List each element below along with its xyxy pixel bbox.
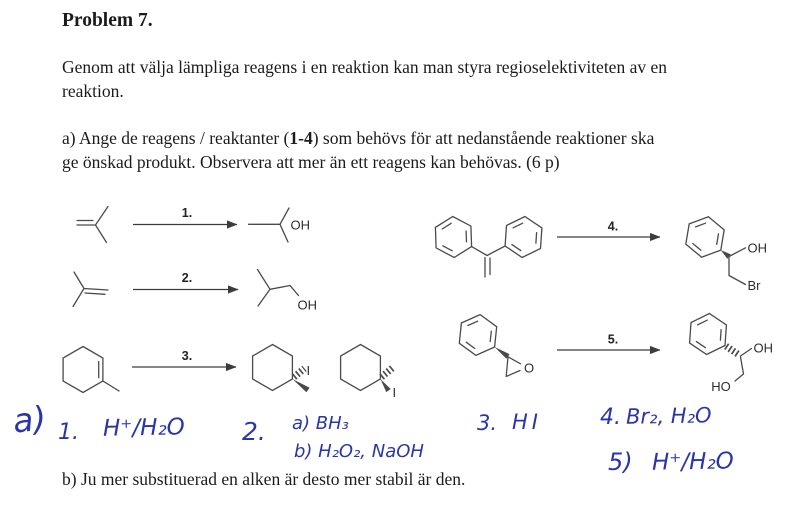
arrow-3-label: 3. bbox=[181, 349, 193, 363]
handwritten-answer-1: H⁺/H₂O bbox=[102, 414, 186, 442]
intro-line-2: reaktion. bbox=[62, 81, 124, 101]
handwritten-answer-2-number: 2. bbox=[242, 417, 266, 446]
arrow-2-label: 2. bbox=[181, 271, 193, 285]
handwritten-part-a-label: a) bbox=[11, 398, 49, 441]
reactant-methylcyclohexene-bonds bbox=[99, 362, 119, 392]
arrow-1 bbox=[133, 206, 237, 225]
reactant-styrene-oxide-ring bbox=[459, 315, 496, 356]
handwritten-answer-3-number: 3. bbox=[477, 411, 498, 435]
part-a-post: ) som behövs för att nedanstående reaktioner ska bbox=[312, 128, 655, 148]
hashed-bond bbox=[382, 367, 394, 377]
page-title: Problem 7. bbox=[62, 10, 153, 31]
part-b-text: b) Ju mer substituerad en alken är desto mer stabil är den. bbox=[62, 469, 466, 489]
hydroxyl-label: OH bbox=[747, 240, 767, 256]
product-isobutanol bbox=[258, 270, 318, 313]
wedge-bond bbox=[380, 379, 390, 392]
iodine-label: I bbox=[306, 363, 311, 378]
epoxide-oxygen-label: O bbox=[523, 360, 535, 376]
part-a-pre: a) Ange de reagens / reaktanter ( bbox=[62, 128, 290, 148]
part-a-line-2: ge önskad produkt. Observera att mer än ett reagens kan behövas. (6 p) bbox=[62, 152, 560, 172]
intro-line-1: Genom att välja lämpliga reagens i en reaktion kan man styra regioselektiviteten av en bbox=[62, 57, 667, 77]
product-iodomethylcyclohexane-b-bonds bbox=[380, 367, 396, 400]
handwritten-answer-5: H⁺/H₂O bbox=[651, 448, 735, 476]
handwritten-answer-4-number: 4. bbox=[600, 405, 621, 430]
product-bromophenylethanol-ring bbox=[686, 217, 724, 257]
handwritten-answer-5-number: 5) bbox=[608, 448, 633, 476]
handwritten-answer-4: Br₂, H₂O bbox=[625, 403, 712, 429]
product-iodomethylcyclohexane-b-ring bbox=[341, 345, 381, 391]
handwritten-answer-2b: b) H₂O₂, NaOH bbox=[294, 441, 424, 462]
arrow-5-label: 5. bbox=[607, 332, 619, 347]
handwritten-answer-1-number: 1. bbox=[58, 420, 79, 445]
reactant-isobutylene-1 bbox=[77, 207, 108, 243]
iodine-label: I bbox=[392, 385, 397, 400]
hydroxyl-label: OH bbox=[297, 297, 317, 313]
arrow-5 bbox=[557, 333, 660, 351]
product-iodomethylcyclohexane-a-ring bbox=[253, 345, 293, 391]
wedge-bond bbox=[292, 379, 309, 392]
reactant-styrene-oxide-bonds bbox=[495, 347, 534, 377]
arrow-3 bbox=[132, 349, 236, 367]
hashed-bond bbox=[294, 369, 305, 378]
reactant-methylcyclohexene-ring bbox=[63, 347, 103, 393]
reactant-isobutylene-2 bbox=[73, 272, 108, 307]
hydroxyl-label: HO bbox=[711, 379, 731, 394]
product-phenylethanediol-bonds bbox=[711, 341, 773, 395]
arrow-2 bbox=[133, 271, 238, 290]
reactant-diphenylethylene-ring-left bbox=[435, 217, 471, 258]
product-phenylethanediol-ring bbox=[690, 314, 727, 355]
hashed-bond bbox=[726, 346, 739, 354]
bromine-label: Br bbox=[747, 278, 761, 293]
product-iodomethylcyclohexane-a-bonds bbox=[292, 363, 310, 392]
arrow-4 bbox=[557, 220, 660, 238]
hydroxyl-label: OH bbox=[290, 217, 310, 233]
arrow-1-label: 1. bbox=[181, 206, 193, 220]
part-a-bold-range: 1-4 bbox=[289, 128, 313, 148]
handwritten-answer-3: HI bbox=[512, 410, 542, 434]
product-bromophenylethanol-bonds bbox=[721, 241, 767, 294]
arrow-4-label: 4. bbox=[607, 219, 619, 234]
handwritten-answer-2a: a) BH₃ bbox=[292, 413, 349, 434]
reactant-diphenylethylene-ring-right bbox=[505, 217, 542, 258]
hydroxyl-label: OH bbox=[753, 340, 773, 356]
reactant-diphenylethylene-bonds bbox=[472, 246, 506, 277]
product-tert-butanol bbox=[249, 208, 311, 242]
